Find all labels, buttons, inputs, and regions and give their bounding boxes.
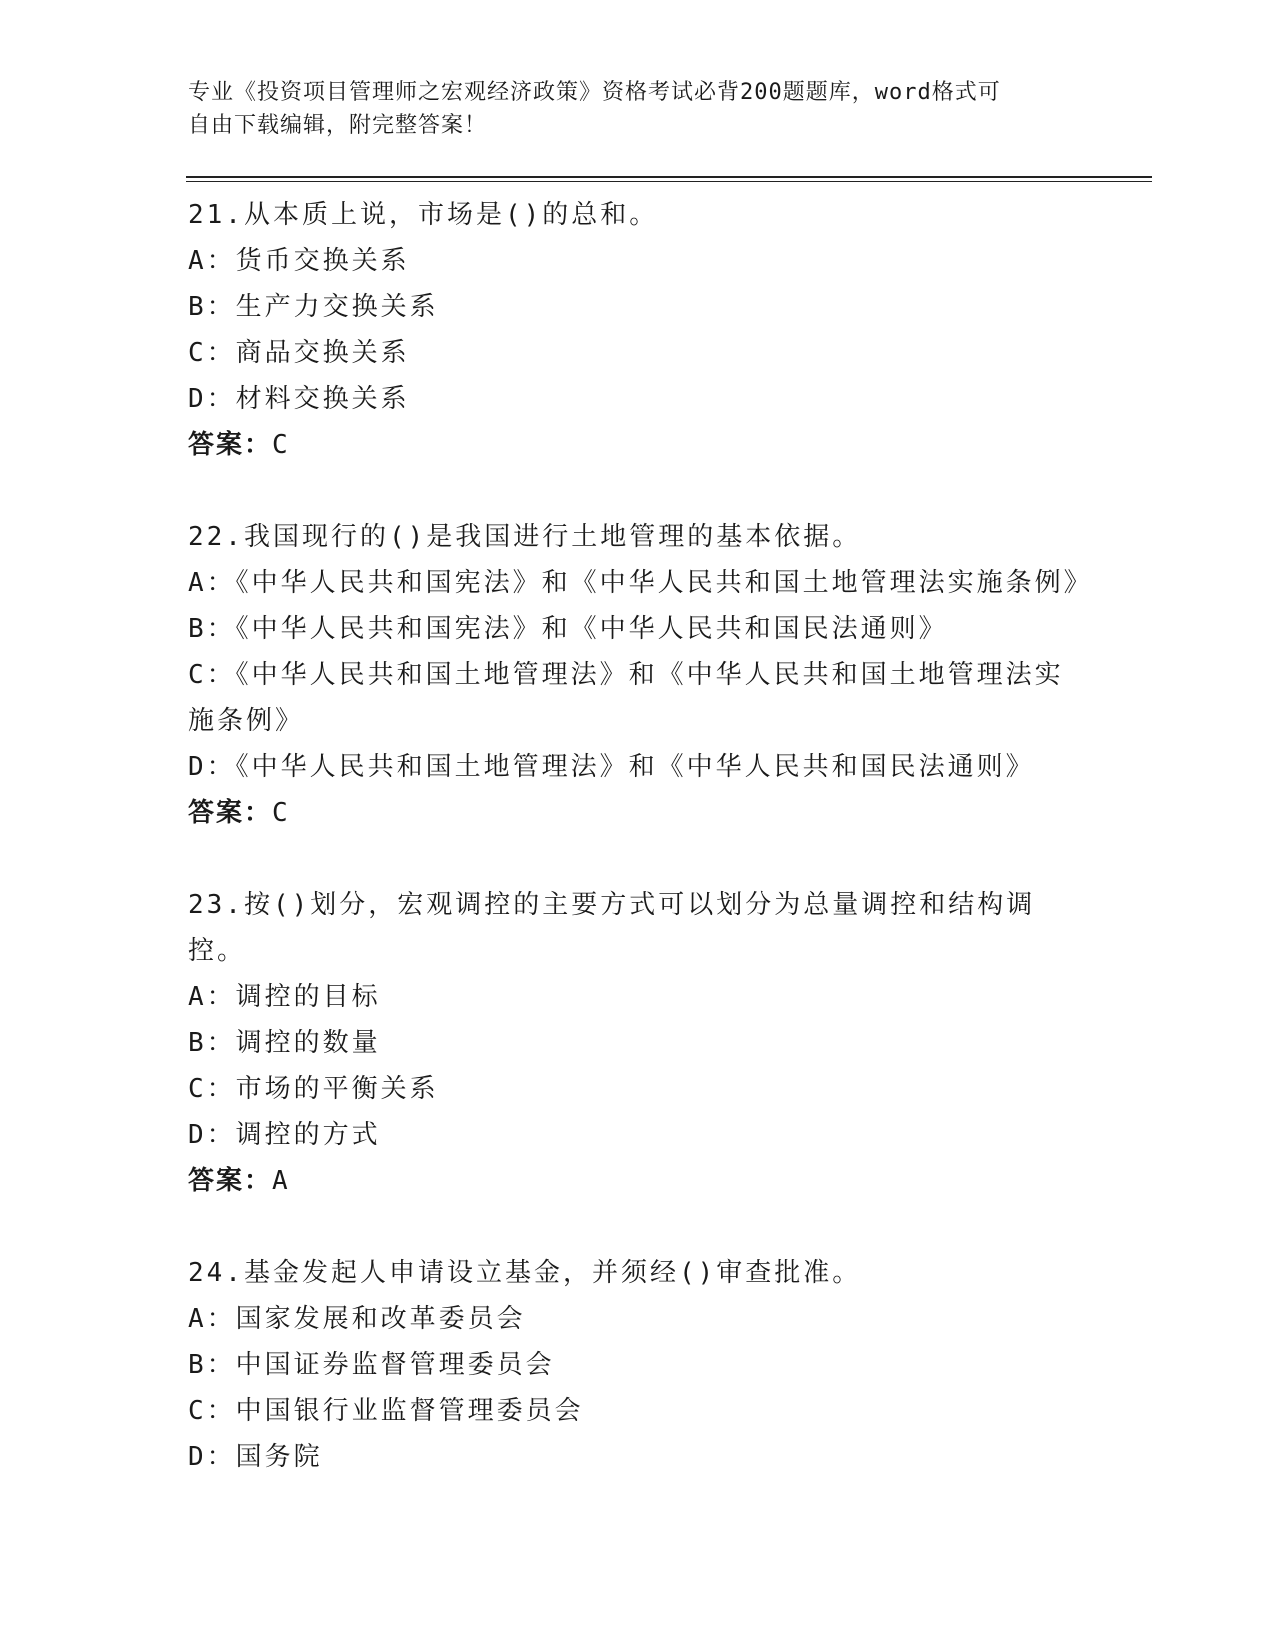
answer-option: A：《中华人民共和国宪法》和《中华人民共和国土地管理法实施条例》 [188, 568, 1093, 598]
answer-option: D：国务院 [188, 1442, 323, 1472]
answer-option: B：《中华人民共和国宪法》和《中华人民共和国民法通则》 [188, 614, 948, 644]
header-rule-thin [186, 181, 1152, 182]
answer-label: 答案： [188, 430, 273, 460]
answer-option: B：中国证券监督管理委员会 [188, 1350, 555, 1380]
answer-value: A [272, 1166, 288, 1196]
question-stem: 23.按()划分，宏观调控的主要方式可以划分为总量调控和结构调控。 [188, 890, 1036, 966]
answer-option: C：《中华人民共和国土地管理法》和《中华人民共和国土地管理法实施条例》 [188, 660, 1064, 736]
answer-value: C [272, 798, 288, 828]
answer-line [188, 790, 1088, 836]
document-header [188, 76, 1088, 142]
answer-option: A：调控的目标 [188, 982, 381, 1012]
answer-option: C：中国银行业监督管理委员会 [188, 1396, 584, 1426]
answer-option: B：生产力交换关系 [188, 292, 439, 322]
answer-option: D：调控的方式 [188, 1120, 381, 1150]
answer-option: D：材料交换关系 [188, 384, 410, 414]
answer-label: 答案： [188, 1166, 273, 1196]
answer-option: C：市场的平衡关系 [188, 1074, 439, 1104]
question-block [188, 882, 1088, 1204]
question-stem: 22.我国现行的()是我国进行土地管理的基本依据。 [188, 522, 862, 552]
answer-option: B：调控的数量 [188, 1028, 381, 1058]
question-block [188, 514, 1093, 836]
question-block [188, 192, 1088, 468]
question-stem: 21.从本质上说，市场是()的总和。 [188, 200, 659, 230]
answer-option: C：商品交换关系 [188, 338, 410, 368]
header-line-2: 自由下载编辑，附完整答案！ [188, 113, 488, 138]
answer-option: D：《中华人民共和国土地管理法》和《中华人民共和国民法通则》 [188, 752, 1035, 782]
header-line-1: 专业《投资项目管理师之宏观经济政策》资格考试必背200题题库，word格式可 [188, 80, 1001, 105]
question-list [188, 192, 1093, 1526]
answer-label: 答案： [188, 798, 273, 828]
answer-option: A：国家发展和改革委员会 [188, 1304, 526, 1334]
answer-line [188, 422, 1088, 468]
question-block [188, 1250, 1088, 1480]
answer-value: C [272, 430, 288, 460]
question-stem: 24.基金发起人申请设立基金，并须经()审查批准。 [188, 1258, 862, 1288]
answer-option: A：货币交换关系 [188, 246, 410, 276]
header-rule-thick [186, 176, 1152, 178]
answer-line [188, 1158, 1088, 1204]
